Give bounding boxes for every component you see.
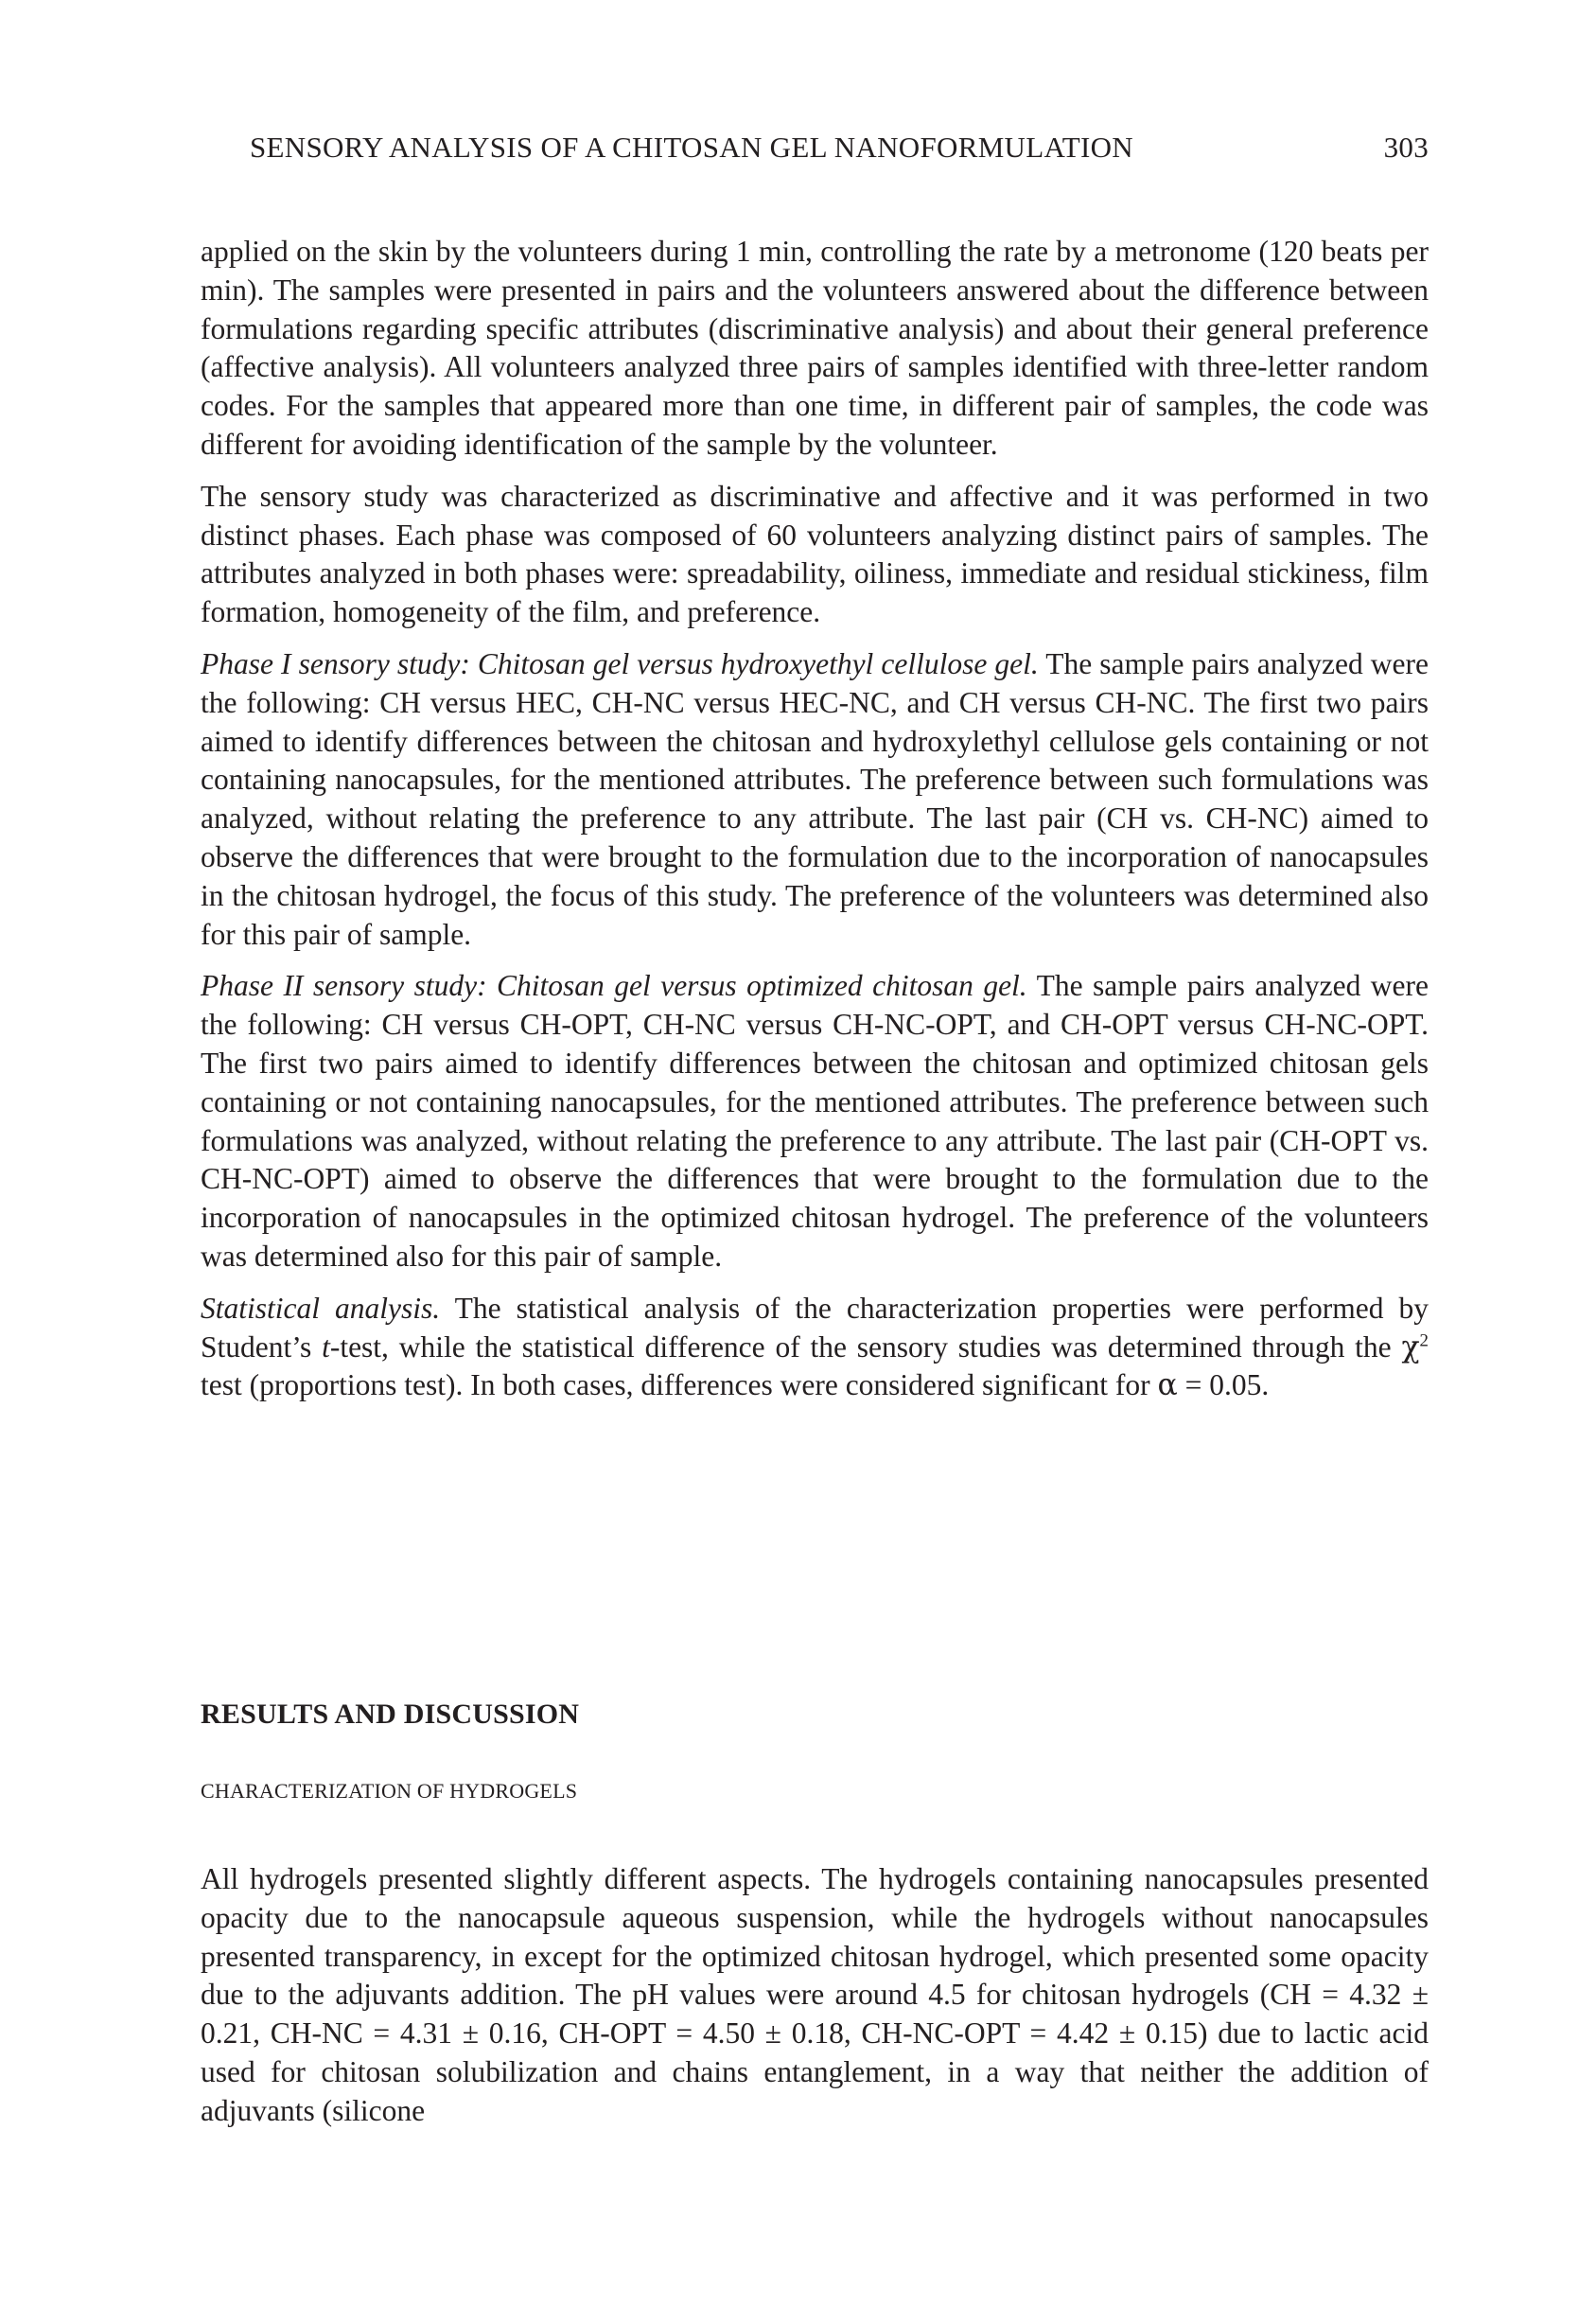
statistics-text-a: The statistical analysis of the characterization properties were performed by Student’s — [201, 1291, 1429, 1364]
paragraph-characterization: All hydrogels presented slightly different aspects. The hydrogels containing nanocapsules presented opacity due to the nanocapsule aqueous suspension, while the hydrogels without nanocapsules presented transparency, in except for the optimized chitosan hydrogel, which presented some opacity due to the adjuvants addition. The pH values were around 4.5 for chitosan hydrogels (CH = 4.32 ± 0.21, CH-NC = 4.31 ± 0.16, CH-OPT = 4.50 ± 0.18, CH-NC-OPT = 4.42 ± 0.15) due to lactic acid used for chitosan solubilization and chains entanglement, in a way that neither the addition of adjuvants (silicone — [201, 1862, 1429, 2127]
results-body — [201, 1860, 1429, 2131]
paragraph-phase-2 — [201, 967, 1429, 1276]
statistics-text-d: = 0.05. — [1177, 1368, 1270, 1402]
statistics-lead-in: Statistical analysis. — [201, 1291, 441, 1325]
phase-2-lead-in: Phase II sensory study: Chitosan gel versus optimized chitosan gel. — [201, 969, 1027, 1003]
page-number: 303 — [1383, 131, 1429, 164]
running-title: SENSORY ANALYSIS OF A CHITOSAN GEL NANOFORMULATION — [250, 131, 1133, 164]
chi-symbol: χ — [1401, 1329, 1420, 1364]
phase-1-lead-in: Phase I sensory study: Chitosan gel versus hydroxyethyl cellulose gel. — [201, 646, 1039, 680]
running-header — [250, 131, 1429, 168]
statistics-text-b: -test, while the statistical difference of the sensory studies was determined through the — [329, 1329, 1402, 1364]
methods-body — [201, 233, 1429, 1405]
section-heading: RESULTS AND DISCUSSION — [201, 1699, 580, 1730]
paragraph-sensory-study: The sensory study was characterized as discriminative and affective and it was performed in two distinct phases. Each phase was composed of 60 volunteers analyzing distinct pairs of samples. The attributes analyzed in both phases were: spreadability, oiliness, immediate and residual stickiness, film formation, homogeneity of the film, and preference. — [201, 479, 1429, 629]
subsection-heading: CHARACTERIZATION OF HYDROGELS — [201, 1779, 578, 1803]
paragraph-phase-1 — [201, 645, 1429, 954]
t-variable: t — [322, 1329, 330, 1364]
phase-2-text: The sample pairs analyzed were the following: CH versus CH-OPT, CH-NC versus CH-NC-OPT, and CH-OPT versus CH-NC-OPT. The first two pairs aimed to identify differences between the chitosan and optimized chitosan gels containing or not containing nanocapsules, for the mentioned attributes. The preference between such formulations was analyzed, without relating the preference to any attribute. The last pair (CH-OPT vs. CH-NC-OPT) aimed to observe the differences that were brought to the formulation due to the incorporation of nanocapsules in the optimized chitosan hydrogel. The preference of the volunteers was determined also for this pair of sample. — [201, 969, 1429, 1273]
chi-superscript: 2 — [1419, 1330, 1429, 1351]
paragraph-procedure: applied on the skin by the volunteers during 1 min, controlling the rate by a metronome (120 beats per min). The samples were presented in pairs and the volunteers answered about the difference between formulations regarding specific attributes (discriminative analysis) and about their general preference (affective analysis). All volunteers analyzed three pairs of samples identified with three-letter random codes. For the samples that appeared more than one time, in different pair of samples, the code was different for avoiding identification of the sample by the volunteer. — [201, 235, 1429, 461]
statistics-text-c: test (proportions test). In both cases, differences were considered significant for — [201, 1368, 1158, 1402]
alpha-symbol: α — [1157, 1368, 1178, 1403]
paragraph-statistical-analysis — [201, 1290, 1429, 1405]
phase-1-text: The sample pairs analyzed were the following: CH versus HEC, CH-NC versus HEC-NC, and CH versus CH-NC. The first two pairs aimed to identify differences between the chitosan and hydroxylethyl cellulose gels containing or not containing nanocapsules, for the mentioned attributes. The preference between such formulations was analyzed, without relating the preference to any attribute. The last pair (CH vs. CH-NC) aimed to observe the differences that were brought to the formulation due to the incorporation of nanocapsules in the chitosan hydrogel, the focus of this study. The preference of the volunteers was determined also for this pair of sample. — [201, 646, 1429, 951]
